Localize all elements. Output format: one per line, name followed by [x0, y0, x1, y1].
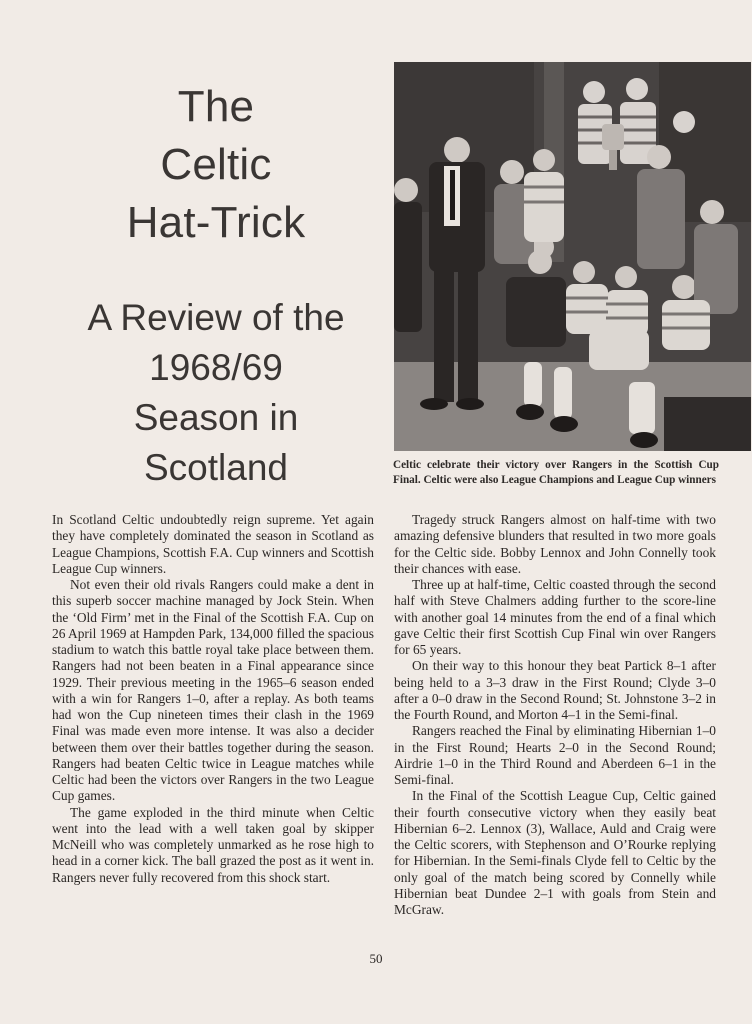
- subtitle-line-4: Scotland: [144, 447, 288, 488]
- team-photo: [394, 62, 751, 451]
- title-line-3: Hat-Trick: [126, 198, 306, 247]
- subtitle-line-3: Season in: [133, 397, 299, 438]
- right-column: [394, 512, 716, 918]
- paragraph: Tragedy struck Rangers almost on half-time with two amazing defensive blunders that resulted in two more goals for the Celtic side. Bobby Lennox and John Connelly took their chances with ease.: [394, 512, 716, 576]
- article-subtitle: [40, 293, 392, 493]
- paragraph: On their way to this honour they beat Partick 8–1 after being held to a 3–3 draw in the First Round; Clyde 3–0 after a 0–0 draw in the Second Round; St. Johnstone 3–2 in the Fourth Round, and Morton 4–1 in the Semi-final.: [394, 658, 716, 722]
- paragraph: The game exploded in the third minute when Celtic went into the lead with a well taken goal by skipper McNeill who was completely unmarked as he rose high to head in a corner kick. The ball grazed the post as it went in. Rangers never fully recovered from this shock start.: [52, 804, 374, 885]
- team-photo-illustration: [394, 62, 751, 451]
- left-column: [52, 512, 374, 886]
- subtitle-line-2: 1968/69: [149, 347, 283, 388]
- paragraph: Three up at half-time, Celtic coasted through the second half with Steve Chalmers adding further to the score-line with another goal 14 minutes from the end of a final which gave Celtic their first Scottish Cup Final win over Rangers for 65 years.: [394, 577, 716, 657]
- title-line-1: The: [177, 82, 255, 131]
- title-line-2: Celtic: [160, 140, 272, 189]
- paragraph: Rangers reached the Final by eliminating Hibernian 1–0 in the First Round; Hearts 2–0 in the Second Round; Airdrie 1–0 in the Third Round and Aberdeen 6–1 in the Semi-final.: [394, 723, 716, 787]
- subtitle-line-1: A Review of the: [87, 297, 345, 338]
- page-number: 50: [369, 951, 383, 966]
- photo-caption: Celtic celebrate their victory over Rangers in the Scottish Cup Final. Celtic were also League Champions and League Cup winners: [393, 459, 719, 486]
- article-title: [40, 78, 392, 252]
- paragraph: In Scotland Celtic undoubtedly reign supreme. Yet again they have completely dominated the season in Scotland as League Champions, Scottish F.A. Cup winners and Scottish League Cup winners.: [52, 512, 374, 576]
- paragraph: In the Final of the Scottish League Cup, Celtic gained their fourth consecutive victory when they easily beat Hibernian 6–2. Lennox (3), Wallace, Auld and Craig were the Celtic scorers, with Stephenson and O’Rourke replying for Hibernian. In the Semi-finals Clyde fell to Celtic by the only goal of the match being scored by Connelly while Hibernian beat Dundee 2–1 with goals from Stein and McGraw.: [394, 788, 716, 917]
- paragraph: Not even their old rivals Rangers could make a dent in this superb soccer machine managed by Jock Stein. When the ‘Old Firm’ met in the Final of the Scottish F.A. Cup on 26 April 1969 at Hampden Park, 134,000 filled the spacious stadium to watch this battle royal take place between them. Rangers had not been beaten in a Final appearance since 1929. Their previous meeting in the 1965–6 season ended with a win for Rangers 1–0, after a replay. As both teams had won the Cup nineteen times their clash in the 1969 Final was made even more intense. It was also a decider between them over their battles together during the season. Rangers had beaten Celtic twice in League matches while Celtic had been the victors over Rangers in the two League Cup games.: [52, 577, 374, 804]
